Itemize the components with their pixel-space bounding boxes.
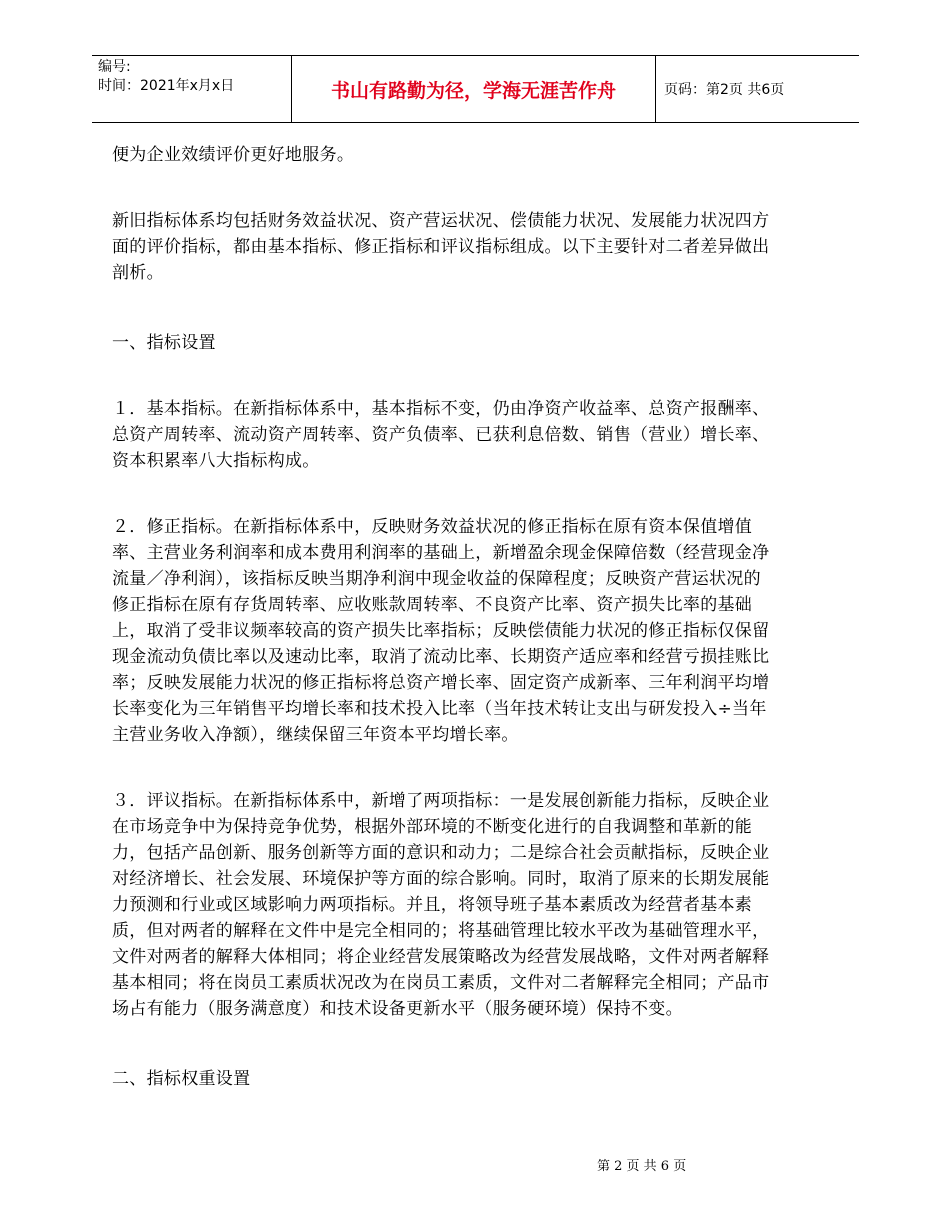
- page-footer: 第 2 页 共 6 页: [597, 1159, 687, 1174]
- paragraph-basic-indicators: １．基本指标。在新指标体系中，基本指标不变，仍由净资产收益率、总资产报酬率、总资产周转率、流动资产周转率、资产负债率、已获利息倍数、销售（营业）增长率、资本积累率八大指标构成。: [112, 399, 770, 471]
- paragraph-modified-indicators: ２．修正指标。在新指标体系中，反映财务效益状况的修正指标在原有资本保值增值率、主营业务利润率和成本费用利润率的基础上，新增盈余现金保障倍数（经营现金净流量／净利润），该指标反映当期净利润中现金收益的保障程度；反映资产营运状况的修正指标在原有存货周转率、应收账款周转率、不良资产比率、资产损失比率的基础上，取消了受非议频率较高的资产损失比率指标；反映偿债能力状况的修正指标仅保留现金流动负债比率以及速动比率，取消了流动比率、长期资产适应率和经营亏损挂账比率；反映发展能力状况的修正指标将总资产增长率、固定资产成新率、三年利润平均增长率变化为三年销售平均增长率和技术投入比率（当年技术转让支出与研发投入÷当年主营业务收入净额），继续保留三年资本平均增长率。: [112, 517, 770, 745]
- document-body: [112, 142, 772, 1092]
- page-header: [92, 55, 859, 123]
- header-motto: 书山有路勤为径，学海无涯苦作舟: [292, 56, 656, 122]
- paragraph-intro: 新旧指标体系均包括财务效益状况、资产营运状况、偿债能力状况、发展能力状况四方面的评价指标，都由基本指标、修正指标和评议指标组成。以下主要针对二者差异做出剖析。: [112, 211, 770, 283]
- paragraph-continued: 便为企业效绩评价更好地服务。: [112, 145, 355, 165]
- section-heading-2: 二、指标权重设置: [112, 1069, 251, 1089]
- number-label: 编号:: [98, 59, 131, 75]
- paragraph-evaluation-indicators: ３．评议指标。在新指标体系中，新增了两项指标：一是发展创新能力指标，反映企业在市场竞争中为保持竞争优势，根据外部环境的不断变化进行的自我调整和革新的能力，包括产品创新、服务创新等方面的意识和动力；二是综合社会贡献指标，反映企业对经济增长、社会发展、环境保护等方面的综合影响。同时，取消了原来的长期发展能力预测和行业或区域影响力两项指标。并且，将领导班子基本素质改为经营者基本素质，但对两者的解释在文件中是完全相同的；将基础管理比较水平改为基础管理水平，文件对两者的解释大体相同；将企业经营发展策略改为经营发展战略，文件对两者解释基本相同；将在岗员工素质状况改为在岗员工素质，文件对二者解释完全相同；产品市场占有能力（服务满意度）和技术设备更新水平（服务硬环境）保持不变。: [112, 791, 770, 1019]
- header-meta: [92, 56, 292, 122]
- header-page-info: 页码：第2页 共6页: [664, 82, 785, 98]
- section-heading-1: 一、指标设置: [112, 333, 216, 353]
- time-label: 时间：2021年x月x日: [98, 78, 235, 94]
